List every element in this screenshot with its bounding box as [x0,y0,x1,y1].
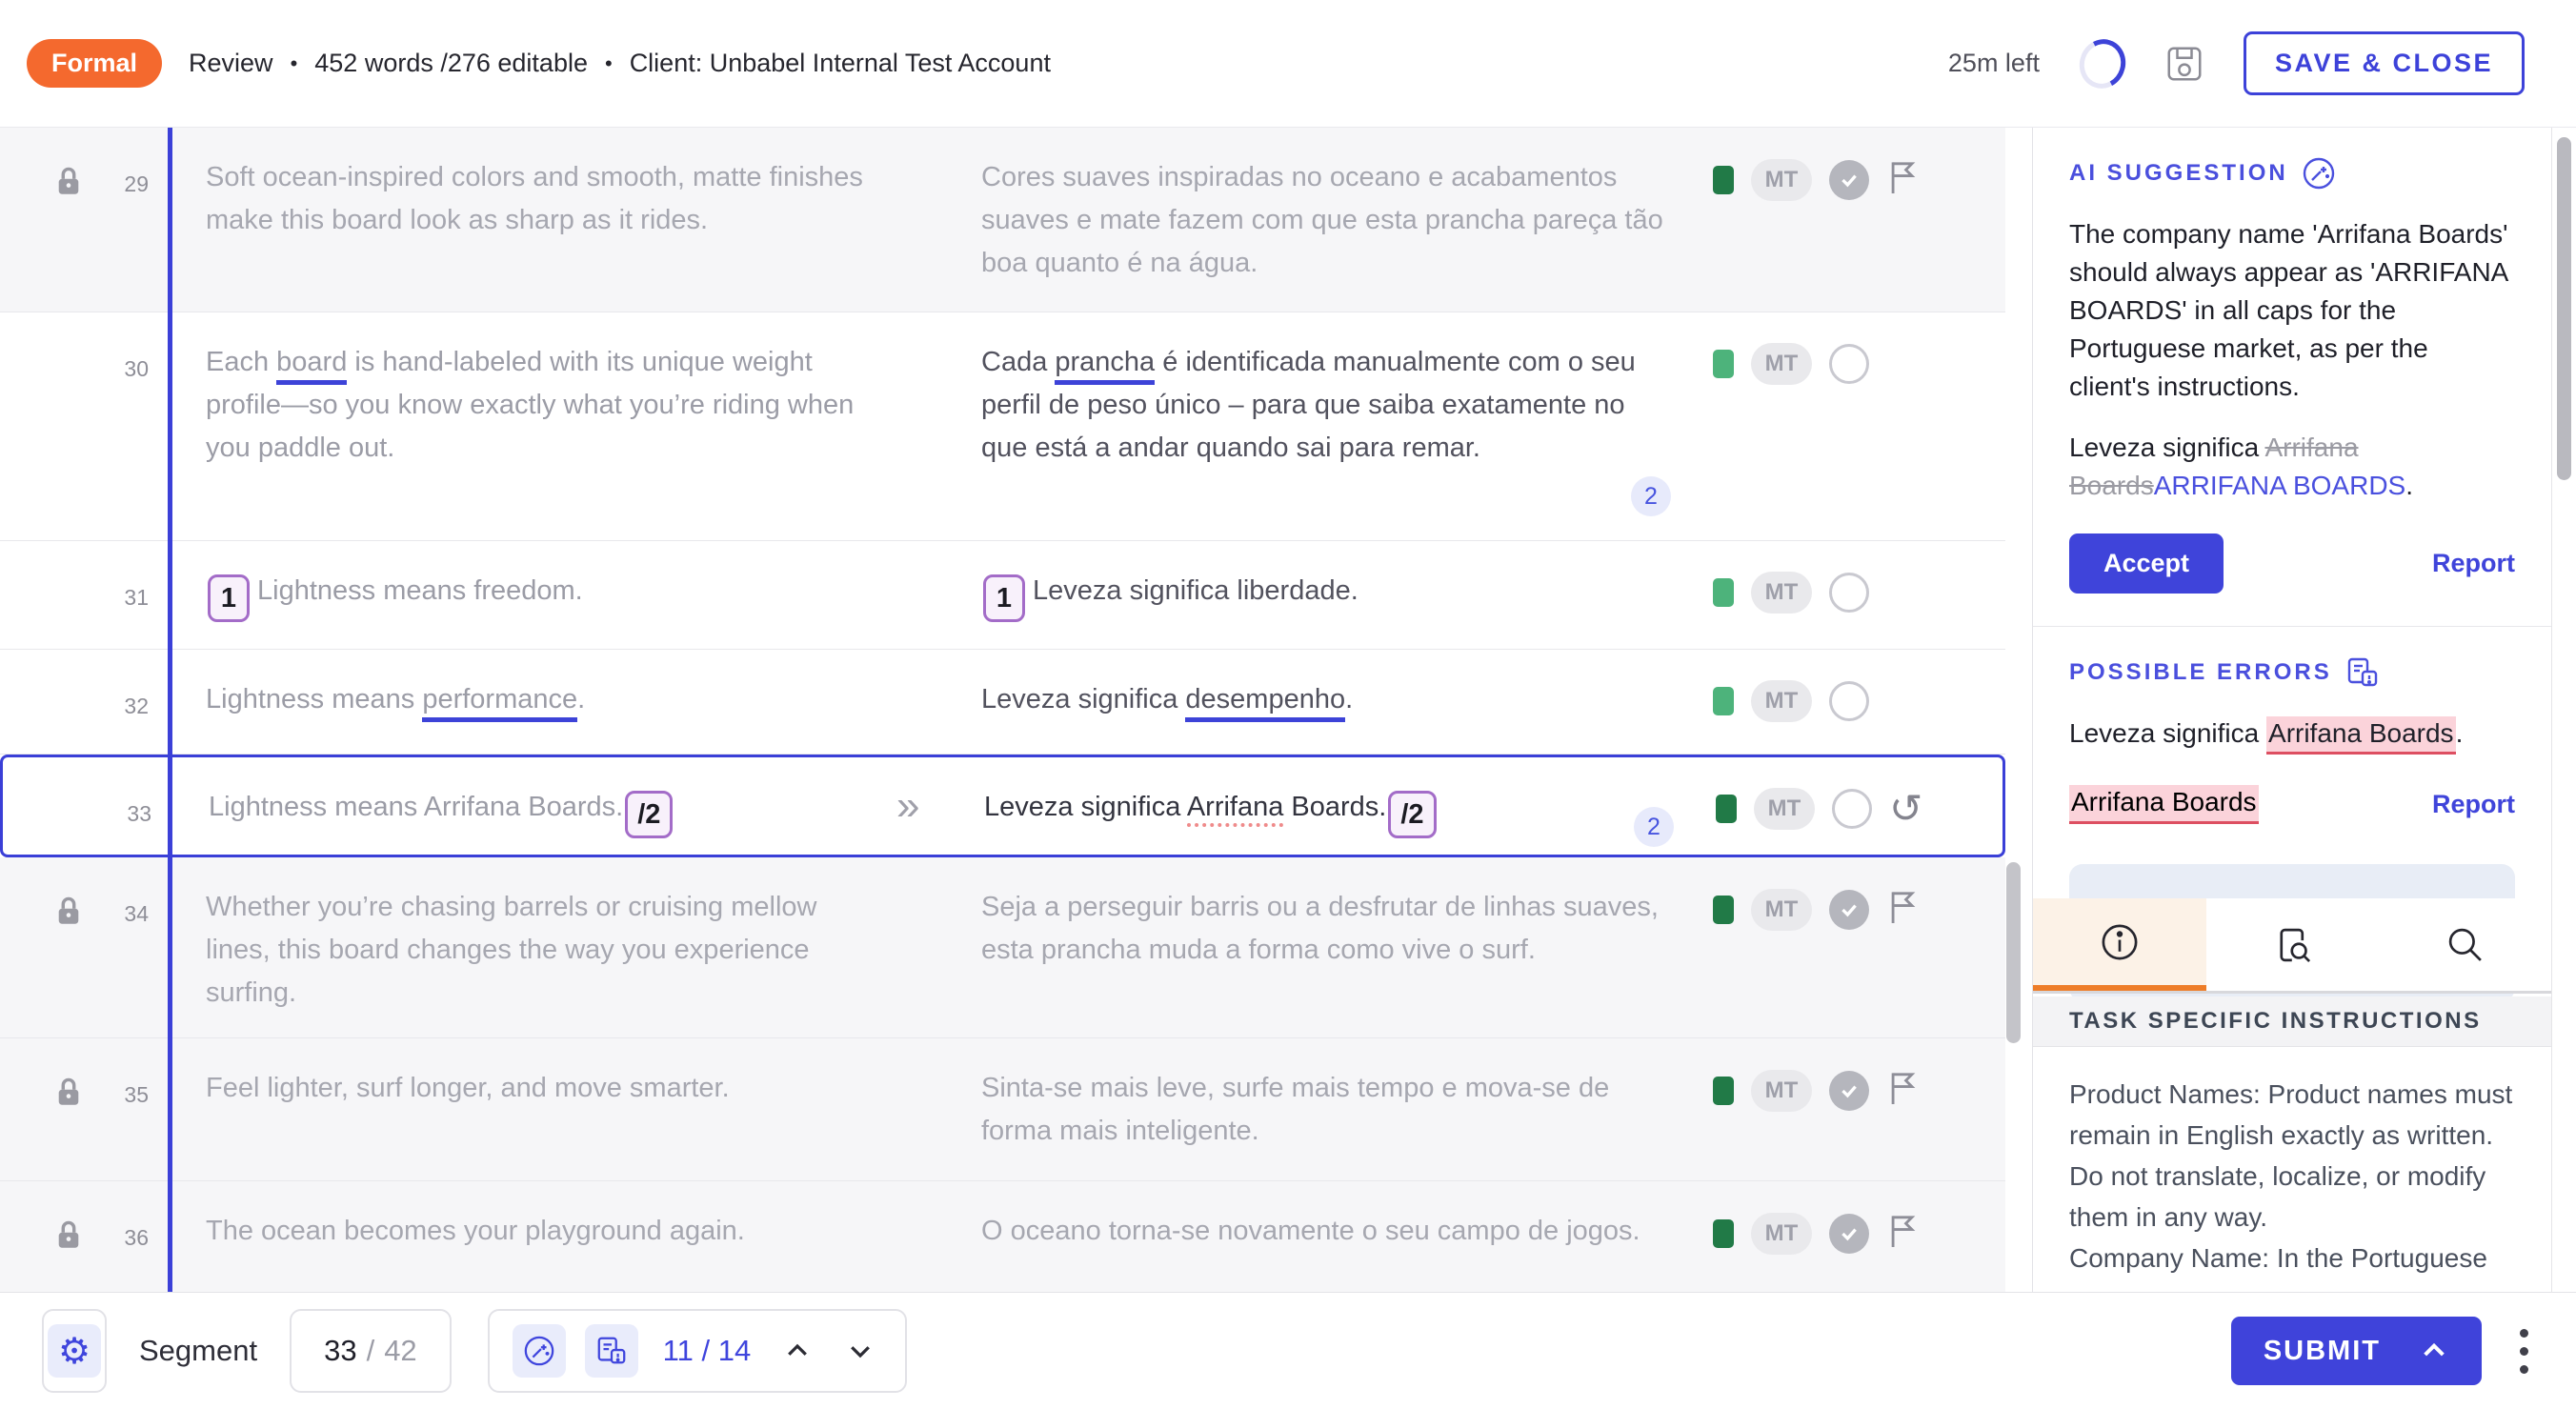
stage-label: Review [189,49,273,77]
confirm-circle[interactable] [1829,890,1869,930]
text-run: Cores suaves inspiradas no oceano e acabamentos suaves e mate fazem com que esta prancha pareça tão boa quanto é na água. [981,162,1663,278]
report-error-button[interactable]: Report [2432,790,2515,818]
lock-icon [55,166,82,201]
text-run: Lightness means [206,684,423,715]
source-text [209,786,875,838]
undo-icon[interactable]: ↺ [1889,785,1923,832]
segment-number: 30 [124,356,149,381]
segment-number: 34 [124,901,149,926]
removed-text: Arrifana Boards [2069,433,2359,500]
target-text [981,1210,1677,1253]
text-run: Each [206,347,277,377]
bullet-separator: • [604,50,613,75]
segment-status [1716,785,1923,832]
highlighted-word: Arrifana [1187,792,1284,827]
flag-icon[interactable] [1886,1069,1919,1112]
top-bar [0,0,2576,128]
segment-row[interactable] [0,755,2005,857]
inline-tag: /2 [1388,791,1436,838]
confirm-circle[interactable] [1829,1071,1869,1111]
source-text [206,678,873,721]
word-count: 452 words /276 editable [314,49,588,77]
text-run: Boards. [1283,792,1387,822]
lock-icon [55,1077,82,1112]
confirm-circle[interactable] [1829,1214,1869,1254]
report-suggestion-button[interactable]: Report [2432,549,2515,577]
ai-suggestion-text: The company name 'Arrifana Boards' should always appear as 'ARRIFANA BOARDS' in all caps for the Portuguese market, as per the client's instructions. [2069,219,2508,401]
instruction-line: Product Names: Product names must remain in English exactly as written. Do not translate, localize, or modify them in any way. [2069,1079,2513,1232]
segment-status [1713,680,1869,722]
qa-total: 14 [717,1334,752,1367]
segment-row[interactable] [0,128,2005,312]
segment-number: 31 [124,585,149,610]
accept-button[interactable]: Accept [2069,533,2224,594]
formality-badge: Formal [27,39,162,88]
text-run: Leveza significa [984,792,1187,822]
text-run: é identificada manualmente com o seu perfil de peso único – para que saiba exatamente no que está a andar quando sai para remar. [981,347,1636,463]
segment-status [1713,343,1869,385]
task-meta [189,49,1051,78]
text-run: . [577,684,586,715]
mt-badge: MT [1751,343,1812,385]
preview-period: . [2405,471,2414,500]
more-options-button[interactable] [2514,1323,2534,1379]
segment-number: 35 [124,1082,149,1107]
target-text [981,886,1677,972]
text-run: Whether you’re chasing barrels or cruising mellow lines, this board changes the way you experience surfing. [206,892,817,1008]
text-run: Cada [981,347,1056,377]
mt-badge: MT [1751,680,1812,722]
ai-suggestion-title: AI SUGGESTION [2069,160,2288,186]
added-text: ARRIFANA BOARDS [2153,471,2406,500]
highlighted-word: desempenho [1185,684,1345,722]
text-run: Feel lighter, surf longer, and move smarter. [206,1073,730,1103]
mt-badge: MT [1754,788,1815,830]
segment-row[interactable] [0,857,2005,1038]
target-text [981,156,1677,285]
text-run: . [1345,684,1354,715]
magic-wand-chip-icon[interactable] [513,1324,566,1378]
search-icon [2445,924,2486,966]
segment-number: 29 [124,171,149,196]
error-term[interactable]: Arrifana Boards [2069,785,2259,824]
bottom-bar [0,1292,2576,1409]
inline-tag: 1 [983,574,1025,622]
qa-divider: / [701,1334,711,1367]
comment-count-badge[interactable]: 2 [1631,476,1671,516]
source-text [206,1210,873,1253]
mt-badge: MT [1751,1213,1812,1255]
segment-row[interactable] [0,312,2005,541]
segment-table [0,128,2005,1292]
preview-prefix: Leveza significa [2069,433,2265,462]
text-run: O oceano torna-se novamente o seu campo de jogos. [981,1216,1640,1246]
next-issue-button[interactable] [838,1337,882,1365]
segment-number: 33 [127,801,151,826]
segment-label: Segment [139,1334,258,1367]
highlighted-word: board [276,347,347,385]
error-sentence [2069,715,2515,753]
lock-icon [55,1219,82,1255]
flag-icon[interactable] [1886,888,1919,931]
confirm-circle[interactable] [1829,344,1869,384]
error-sentence-prefix: Leveza significa [2069,718,2267,748]
autosave-spinner-icon [2073,32,2132,93]
page-scrollbar[interactable] [2551,128,2576,1292]
text-run: Leveza significa [981,684,1186,715]
segment-number: 36 [124,1225,149,1250]
info-tab-icon [2099,921,2141,963]
segment-counter[interactable] [290,1309,452,1393]
side-panel [2032,128,2551,1292]
source-text [206,1067,873,1110]
flag-icon[interactable] [1886,1212,1919,1255]
quality-indicator [1713,166,1734,194]
instruction-line: Company Name: In the Portuguese [2069,1243,2487,1273]
quality-indicator [1713,896,1734,924]
quality-indicator [1716,795,1737,823]
table-scrollbar[interactable] [2006,862,2021,1043]
source-text [206,886,873,1015]
source-text [206,570,873,622]
submit-button[interactable] [2231,1317,2482,1385]
quality-indicator [1713,1077,1734,1105]
confirm-circle[interactable] [1832,789,1872,829]
flag-icon[interactable] [1886,158,1919,201]
error-sentence-period: . [2455,718,2464,748]
segment-row[interactable] [0,1181,2005,1292]
text-run: Sinta-se mais leve, surfe mais tempo e mova-se de forma mais inteligente. [981,1073,1610,1146]
tab-instructions[interactable] [2033,898,2206,991]
highlighted-word: performance [422,684,577,722]
quality-indicator [1713,1219,1734,1248]
submit-label: SUBMIT [2263,1335,2381,1366]
target-text[interactable] [984,786,1680,838]
panel-tabs [2033,898,2551,994]
mt-badge: MT [1751,1070,1812,1112]
segment-row[interactable] [0,541,2005,650]
text-run: Lightness means freedom. [257,575,583,606]
source-text [206,156,873,242]
prev-issue-button[interactable] [775,1337,819,1365]
client-label: Client: Unbabel Internal Test Account [629,49,1051,77]
quality-indicator [1713,687,1734,715]
segment-status [1713,1069,1919,1112]
confirm-circle[interactable] [1829,573,1869,613]
ai-suggestion-section [2033,128,2551,626]
save-close-button[interactable]: SAVE & CLOSE [2244,31,2525,95]
comment-count-badge[interactable]: 2 [1634,807,1674,847]
target-text [981,1067,1677,1153]
instructions-body [2033,1047,2551,1292]
instructions-header [2033,996,2551,1047]
collapse-chevron-icon[interactable]: » [896,782,920,829]
inline-tag: 1 [208,574,250,622]
qa-current: 11 [662,1334,694,1367]
quality-indicator [1713,578,1734,607]
flagged-term[interactable]: Arrifana Boards [2266,716,2456,755]
highlighted-word: prancha [1055,347,1155,385]
tab-search[interactable] [2379,898,2551,991]
quality-indicator [1713,350,1734,378]
instructions-title: TASK SPECIFIC INSTRUCTIONS [2069,1008,2482,1034]
source-text [206,341,873,470]
segment-current: 33 [324,1334,357,1367]
inline-tag: /2 [625,791,673,838]
document-error-chip-icon[interactable] [585,1324,638,1378]
text-run: Leveza significa liberdade. [1033,575,1358,606]
confirm-circle[interactable] [1829,160,1869,200]
gear-icon[interactable]: ⚙ [48,1324,101,1378]
target-text[interactable] [981,341,1677,470]
time-left-label: 25m left [1947,49,2040,77]
segment-status [1713,1212,1919,1255]
chevron-up-icon [2419,1336,2449,1366]
lock-icon [55,896,82,931]
magic-wand-icon [2302,156,2336,191]
text-run: The ocean becomes your playground again. [206,1216,745,1246]
target-text[interactable] [981,570,1677,622]
possible-errors-title: POSSIBLE ERRORS [2069,659,2332,685]
segment-number: 32 [124,694,149,718]
mt-badge: MT [1751,889,1812,931]
tab-glossary-search[interactable] [2206,898,2380,991]
mt-badge: MT [1751,159,1812,201]
segment-row[interactable] [0,1038,2005,1181]
text-run: Lightness means Arrifana Boards. [209,792,624,822]
document-search-icon [2272,924,2314,966]
text-run: Soft ocean-inspired colors and smooth, matte finishes make this board look as sharp as it rides. [206,162,863,235]
segment-status [1713,572,1869,614]
text-run: is hand-labeled with its unique weight profile—so you know exactly what you’re riding when you paddle out. [206,347,855,463]
segment-row[interactable] [0,650,2005,755]
segment-status [1713,158,1919,201]
active-column-indicator [168,128,172,1292]
segment-total: 42 [384,1334,417,1367]
text-run: Seja a perseguir barris ou a desfrutar de linhas suaves, esta prancha muda a forma como vive o surf. [981,892,1659,965]
confirm-circle[interactable] [1829,681,1869,721]
ai-suggestion-preview [2069,429,2515,505]
qa-navigator [488,1309,908,1393]
mt-badge: MT [1751,572,1812,614]
document-error-icon [2345,655,2380,690]
bullet-separator: • [290,50,298,75]
page-scrollbar-thumb[interactable] [2557,137,2571,480]
save-icon[interactable] [2165,45,2204,83]
target-text[interactable] [981,678,1677,721]
segment-counter-divider: / [366,1334,375,1367]
settings-button[interactable] [42,1309,107,1393]
segment-status [1713,888,1919,931]
